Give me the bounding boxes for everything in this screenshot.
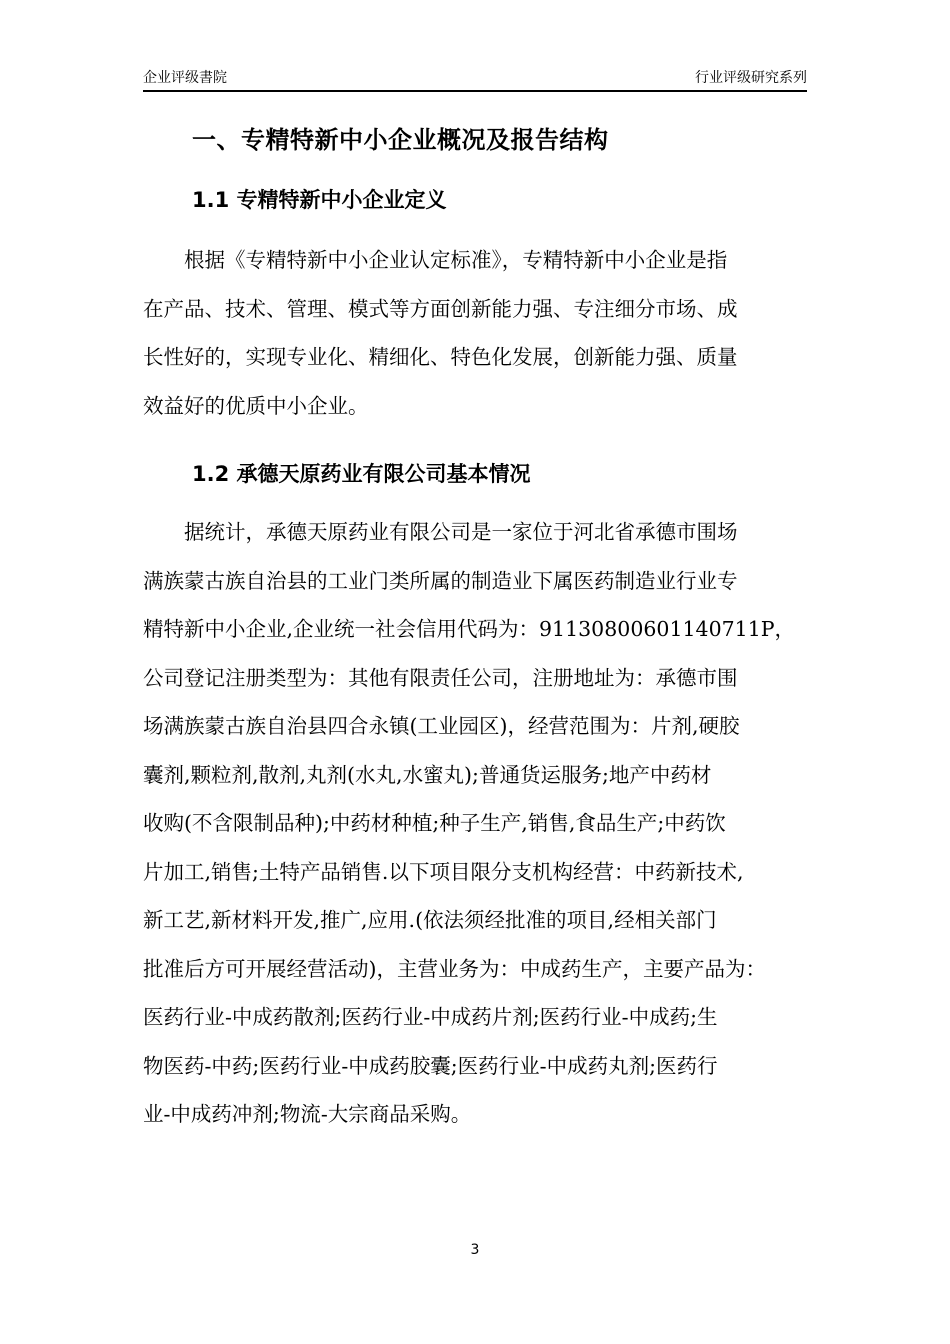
paragraph-line: 物医药-中药;医药行业-中成药胶囊;医药行业-中成药丸剂;医药行 [143, 1053, 718, 1078]
paragraph-line: 新工艺,新材料开发,推广,应用.(依法须经批准的项目,经相关部门 [143, 908, 717, 932]
section-title: 一、专精特新中小企业概况及报告结构 [192, 126, 609, 154]
definition-paragraph [143, 236, 811, 430]
paragraph-line: 医药行业-中成药散剂;医药行业-中成药片剂;医药行业-中成药;生 [143, 1005, 718, 1029]
paragraph-line: 精特新中小企业,企业统一社会信用代码为：91130800601140711P， [143, 617, 796, 641]
subsection-title-company: 1.2 承德天原药业有限公司基本情况 [192, 462, 531, 486]
paragraph-line: 片加工,销售;土特产品销售.以下项目限分支机构经营：中药新技术, [143, 859, 744, 884]
paragraph-line: 收购(不含限制品种);中药材种植;种子生产,销售,食品生产;中药饮 [143, 811, 726, 835]
paragraph-line: 长性好的，实现专业化、精细化、特色化发展，创新能力强、质量 [143, 345, 738, 369]
header-series: 行业评级研究系列 [695, 70, 807, 86]
header-publisher: 企业评级書院 [143, 70, 227, 86]
subsection-title-definition: 1.1 专精特新中小企业定义 [192, 188, 447, 212]
paragraph-line: 满族蒙古族自治县的工业门类所属的制造业下属医药制造业行业专 [143, 568, 738, 593]
paragraph-line: 据统计，承德天原药业有限公司是一家位于河北省承德市围场 [143, 520, 738, 544]
paragraph-line: 业-中成药冲剂;物流-大宗商品采购。 [143, 1102, 472, 1126]
paragraph-line: 效益好的优质中小企业。 [143, 393, 369, 418]
paragraph-line: 批准后方可开展经营活动)，主营业务为：中成药生产，主要产品为： [143, 956, 766, 981]
paragraph-line: 在产品、技术、管理、模式等方面创新能力强、专注细分市场、成 [143, 296, 738, 321]
paragraph-line: 场满族蒙古族自治县四合永镇(工业园区)，经营范围为：片剂,硬胶 [143, 714, 740, 738]
paragraph-line: 公司登记注册类型为：其他有限责任公司，注册地址为：承德市围 [143, 665, 738, 690]
page-header [143, 68, 807, 92]
paragraph-line: 囊剂,颗粒剂,散剂,丸剂(水丸,水蜜丸);普通货运服务;地产中药材 [143, 762, 712, 787]
page-number: 3 [470, 1242, 480, 1258]
paragraph-line: 根据《专精特新中小企业认定标准》，专精特新中小企业是指 [143, 248, 728, 272]
company-paragraph [143, 508, 811, 1139]
